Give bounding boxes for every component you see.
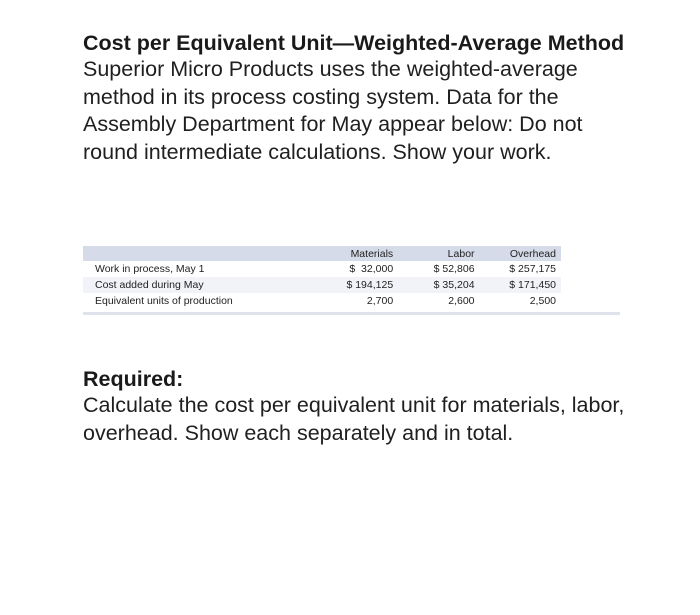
cell-materials: $ 194,125 bbox=[346, 279, 394, 291]
cell-labor: 2,600 bbox=[448, 295, 475, 307]
required-body: Calculate the cost per equivalent unit for materials, labor, overhead. Show each separately and in total. bbox=[83, 393, 625, 445]
table-bottom-rule bbox=[83, 312, 620, 315]
cell-materials: 2,700 bbox=[366, 295, 394, 307]
header-overhead: Overhead bbox=[509, 247, 556, 260]
data-table-container bbox=[83, 246, 620, 315]
cell-overhead: $ 257,175 bbox=[509, 263, 556, 275]
cell-materials: $ 32,000 bbox=[349, 263, 394, 275]
row-label: Equivalent units of production bbox=[95, 295, 233, 307]
table-row bbox=[83, 277, 561, 293]
problem-statement bbox=[83, 30, 643, 166]
problem-intro: Superior Micro Products uses the weighted-average method in its process costing system. Data for the Assembly Department for May appear below: Do not round intermediate calculations. Show your work. bbox=[83, 57, 583, 164]
required-heading: Required: bbox=[83, 367, 184, 391]
header-blank bbox=[83, 246, 319, 261]
header-materials: Materials bbox=[350, 247, 394, 260]
row-label: Cost added during May bbox=[95, 279, 204, 291]
table-header-row bbox=[83, 246, 561, 261]
cell-overhead: $ 171,450 bbox=[509, 279, 556, 291]
cell-labor: $ 35,204 bbox=[433, 279, 475, 291]
header-labor: Labor bbox=[447, 247, 475, 260]
cost-data-table bbox=[83, 246, 561, 309]
cell-overhead: 2,500 bbox=[529, 295, 556, 307]
table-row bbox=[83, 261, 561, 277]
problem-title: Cost per Equivalent Unit—Weighted-Average Method bbox=[83, 31, 625, 55]
table-row bbox=[83, 293, 561, 309]
row-label: Work in process, May 1 bbox=[95, 263, 205, 275]
required-section bbox=[83, 366, 643, 447]
cell-labor: $ 52,806 bbox=[433, 263, 475, 275]
